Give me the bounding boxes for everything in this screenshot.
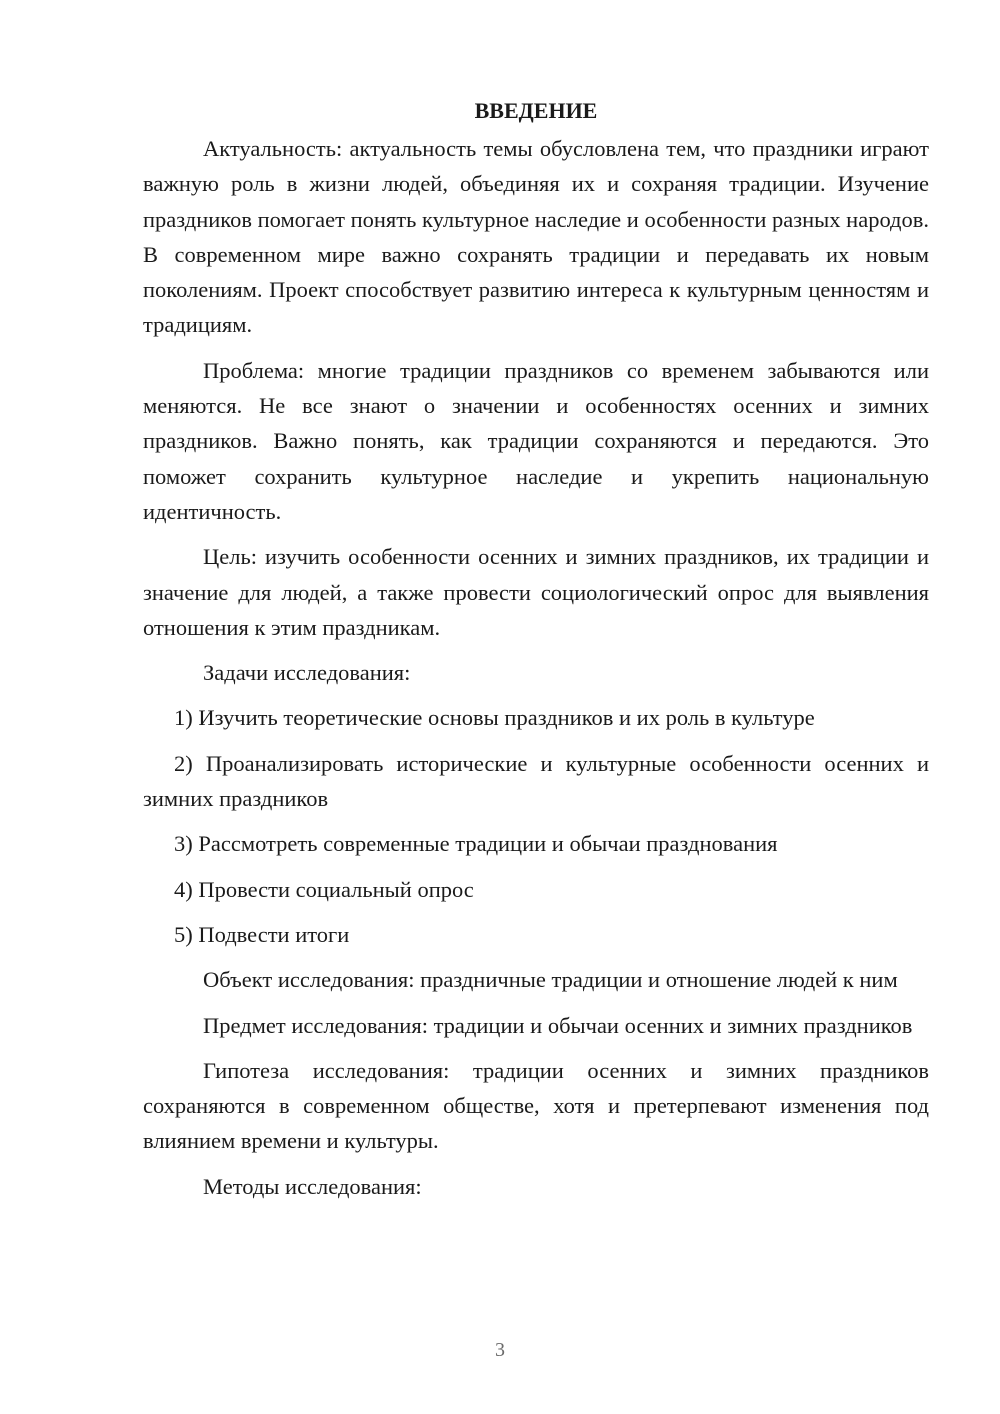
tasks-heading: Задачи исследования: [203, 660, 411, 686]
paragraph-goal: Цель: изучить особенности осенних и зимних праздников, их традиции и значение для людей, а также провести социологический опрос для выявления отношения к этим праздникам. [143, 544, 929, 640]
paragraph-object: Объект исследования: праздничные традиции и отношение людей к ним [203, 967, 898, 993]
paragraph-relevance: Актуальность: актуальность темы обусловлена тем, что праздники играют важную роль в жизни людей, объединяя их и сохраняя традиции. Изучение праздников помогает понять культурное наследие и особенности разных народов. В современном мире важно сохранять традиции и передавать их новым поколениям. Проект способствует развитию интереса к культурным ценностям и традициям. [143, 136, 929, 338]
list-item: 1) Изучить теоретические основы праздников и их роль в культуре [174, 705, 815, 731]
paragraph-subject: Предмет исследования: традиции и обычаи осенних и зимних праздников [203, 1012, 913, 1038]
list-item: 2) Проанализировать исторические и культурные особенности осенних и зимних праздников [143, 750, 929, 812]
methods-heading: Методы исследования: [203, 1173, 422, 1199]
list-item: 4) Провести социальный опрос [174, 876, 474, 902]
page-number: 3 [495, 1339, 505, 1361]
page-title: ВВЕДЕНИЕ [474, 98, 598, 123]
list-item: 5) Подвести итоги [174, 921, 350, 947]
list-item: 3) Рассмотреть современные традиции и обычаи празднования [174, 831, 778, 857]
document-page [143, 94, 929, 1204]
paragraph-hypothesis: Гипотеза исследования: традиции осенних и зимних праздников сохраняются в современном обществе, хотя и претерпевают изменения под влиянием времени и культуры. [143, 1057, 929, 1154]
paragraph-problem: Проблема: многие традиции праздников со временем забываются или меняются. Не все знают о значении и особенностях осенних и зимних праздников. Важно понять, как традиции сохраняются и передаются. Это поможет сохранить культурное наследие и укрепить национальную идентичность. [143, 357, 929, 524]
